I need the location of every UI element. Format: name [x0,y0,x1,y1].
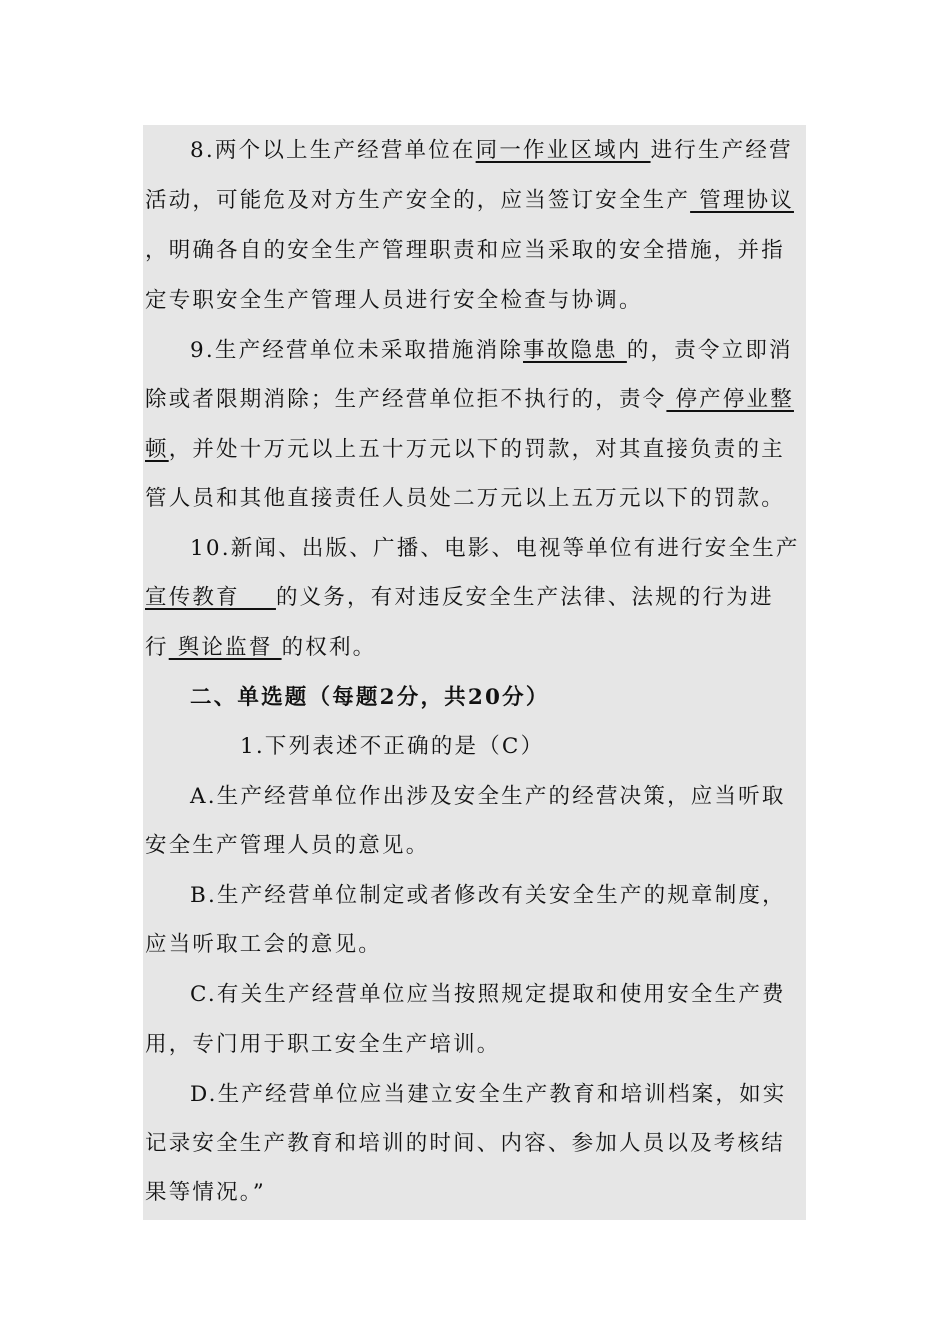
q10-line-1: 10.新闻、出版、广播、电影、电视等单位有进行安全生产 [190,536,800,561]
option-a-line-2: 安全生产管理人员的意见。 [145,833,430,858]
q9-line-3: 顿，并处十万元以上五十万元以下的罚款，对其直接负责的主 [145,437,785,462]
blank-answer: 管理协议 [690,188,794,213]
q9-line-1: 9.生产经营单位未采取措施消除事故隐患 的，责令立即消 [190,338,793,363]
q8-line-4: 定专职安全生产管理人员进行安全检查与协调。 [145,288,643,313]
q10-line-3: 行 舆论监督 的权利。 [145,635,377,660]
option-b-line-2: 应当听取工会的意见。 [145,932,383,957]
q8-line-3: ，明确各自的安全生产管理职责和应当采取的安全措施，并指 [145,238,785,263]
q9-line-2: 除或者限期消除；生产经营单位拒不执行的，责令 停产停业整 [145,387,794,412]
q8-line-2: 活动，可能危及对方生产安全的，应当签订安全生产 管理协议 [145,188,794,213]
section-heading: 二、单选题（每题2分，共20分） [190,685,550,710]
blank-answer: 顿 [145,437,169,462]
blank-answer: 停产停业整 [666,387,794,412]
q9-line-4: 管人员和其他直接责任人员处二万元以上五万元以下的罚款。 [145,486,785,511]
option-d-line-3: 果等情况。” [145,1180,266,1205]
option-d-line-1: D.生产经营单位应当建立安全生产教育和培训档案，如实 [190,1082,787,1107]
option-a-line-1: A.生产经营单位作出涉及安全生产的经营决策，应当听取 [190,784,786,809]
option-c-line-1: C.有关生产经营单位应当按照规定提取和使用安全生产费 [190,982,786,1007]
q10-line-2: 宣传教育 的义务，有对违反安全生产法律、法规的行为进 [145,585,774,610]
blank-answer: 同一作业区域内 [475,138,651,163]
q8-line-1: 8.两个以上生产经营单位在同一作业区域内 进行生产经营 [190,138,793,163]
blank-answer: 事故隐患 [523,338,627,363]
option-c-line-2: 用，专门用于职工安全生产培训。 [145,1032,501,1057]
blank-answer: 舆论监督 [168,635,282,660]
mc-question-1: 1.下列表述不正确的是（C） [240,734,545,759]
blank-answer: 宣传教育 [145,585,276,610]
option-b-line-1: B.生产经营单位制定或者修改有关安全生产的规章制度， [190,883,786,908]
option-d-line-2: 记录安全生产教育和培训的时间、内容、参加人员以及考核结 [145,1131,785,1156]
